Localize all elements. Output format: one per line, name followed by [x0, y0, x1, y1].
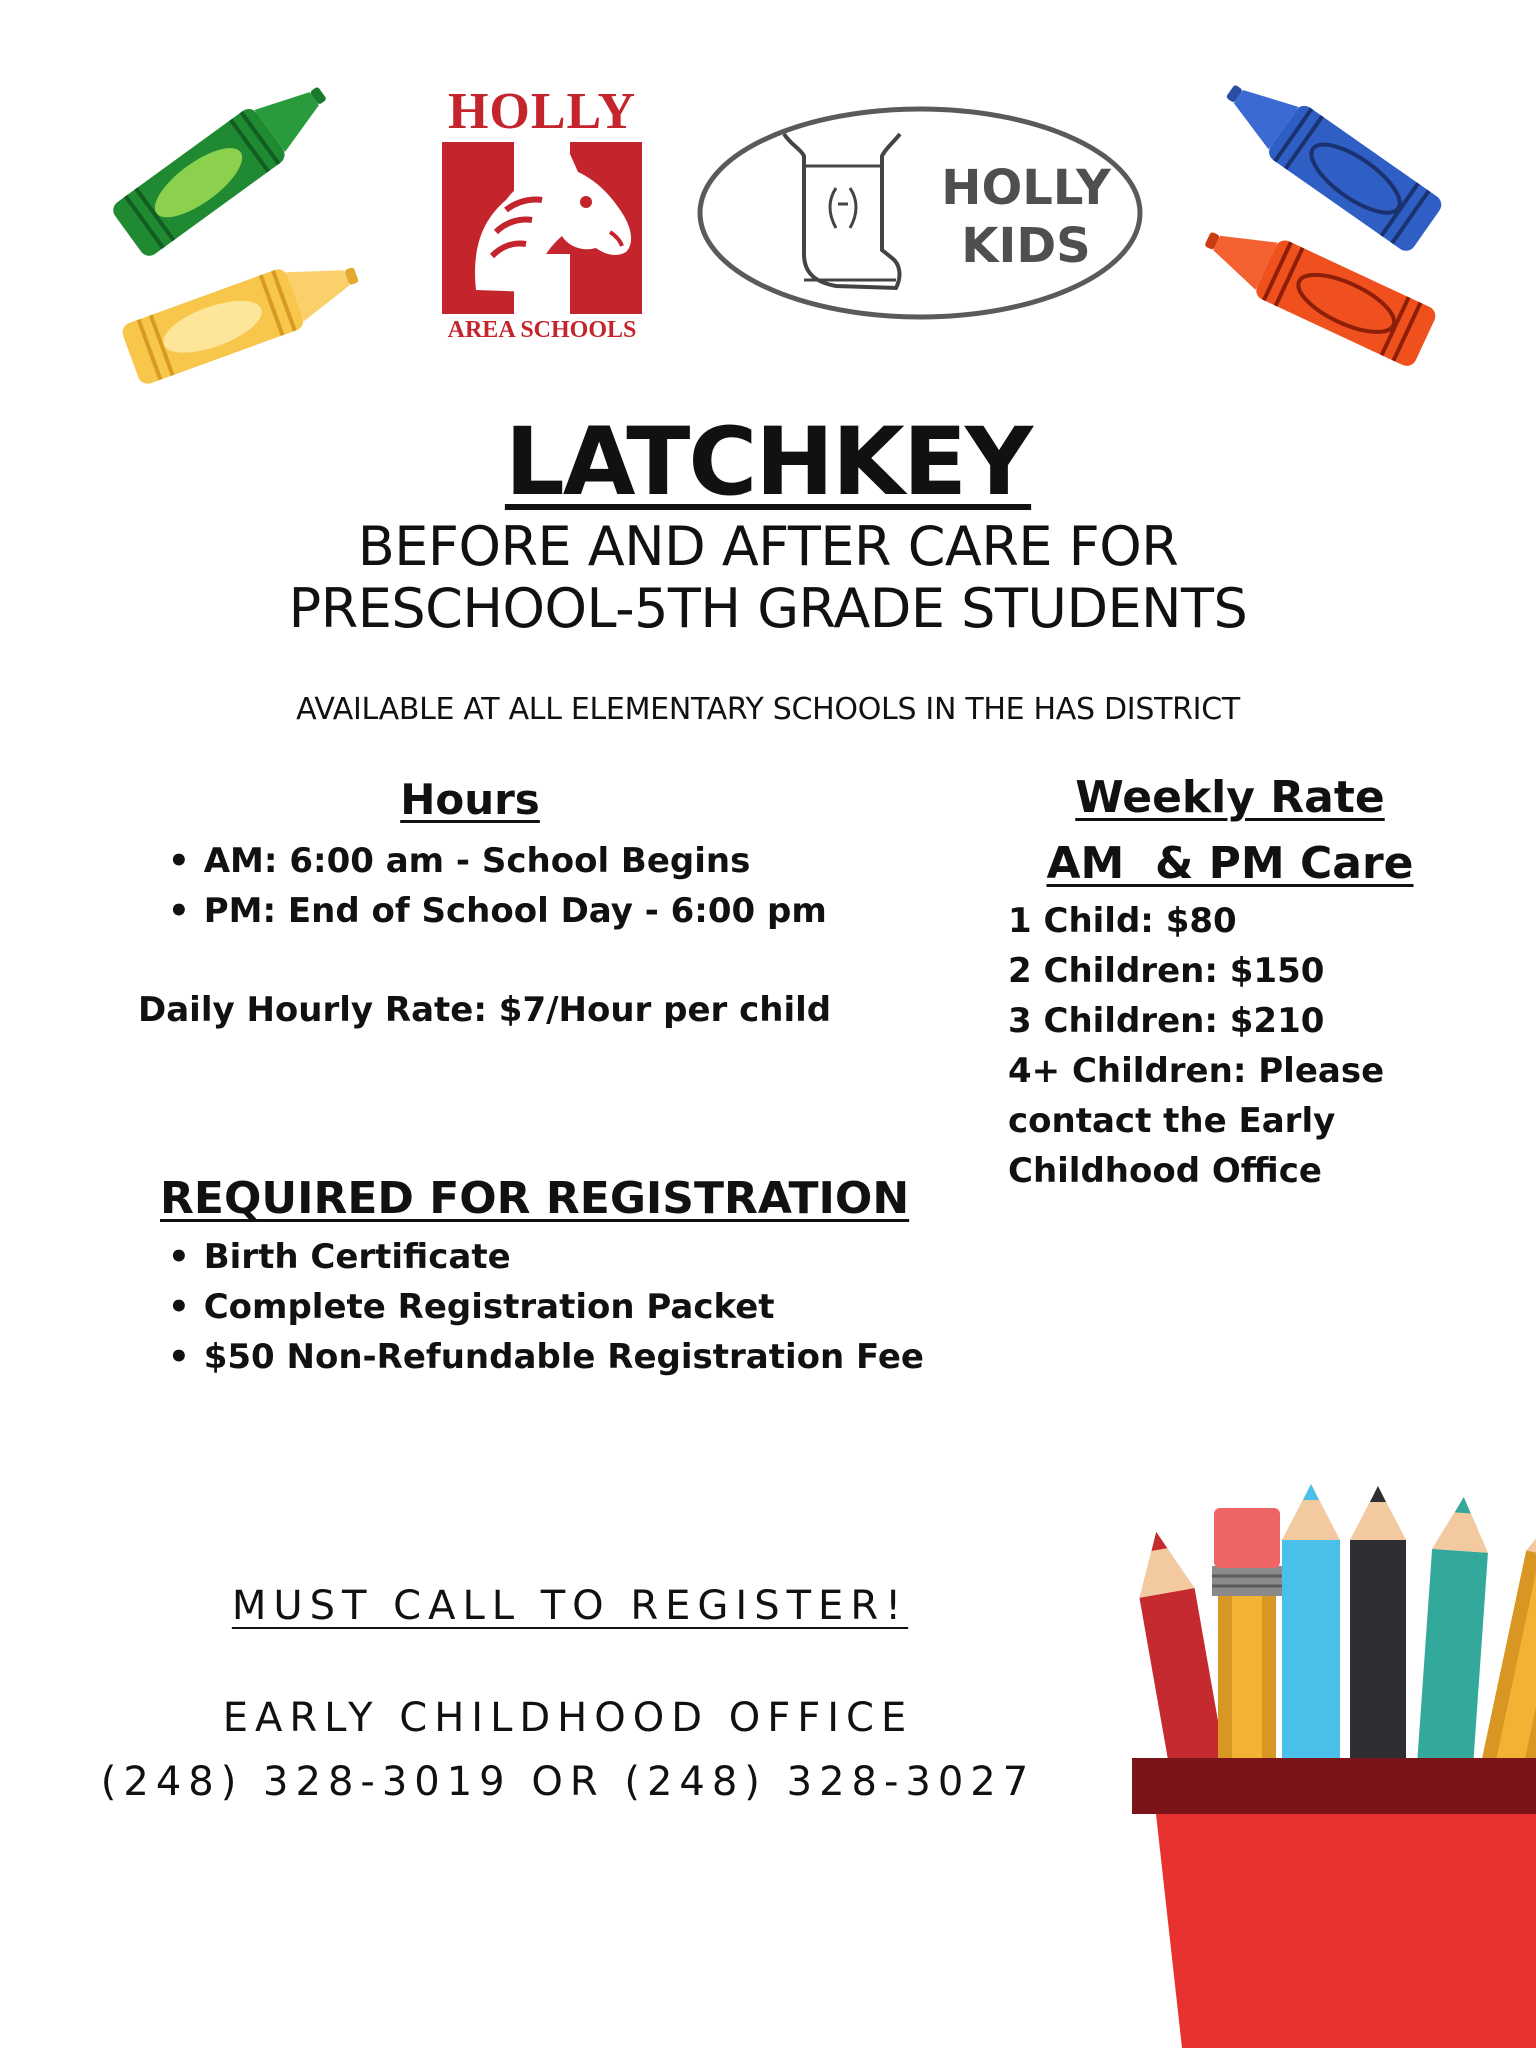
- rate-line: 1 Child: $80: [1008, 901, 1237, 941]
- office-name: EARLY CHILDHOOD OFFICE: [222, 1695, 914, 1741]
- rate-line: contact the Early: [1008, 1101, 1336, 1141]
- yellow-crayon-icon: [70, 226, 370, 426]
- rate-line: 2 Children: $150: [1008, 951, 1325, 991]
- hours-heading: Hours: [400, 775, 540, 824]
- subtitle-line-2: PRESCHOOL-5TH GRADE STUDENTS: [288, 577, 1248, 640]
- rate-line: Childhood Office: [1008, 1151, 1322, 1191]
- hours-item-am: • AM: 6:00 am - School Begins: [168, 836, 827, 886]
- logo-holly-kids-line1: HOLLY: [941, 160, 1111, 216]
- call-to-register-text: MUST CALL TO REGISTER!: [231, 1583, 909, 1629]
- weekly-rate-subheading: AM & PM Care: [1046, 838, 1414, 889]
- weekly-rate-heading: Weekly Rate: [1075, 772, 1385, 823]
- hours-list: [168, 836, 827, 936]
- daily-hourly-rate: Daily Hourly Rate: $7/Hour per child: [138, 990, 832, 1030]
- registration-list: [168, 1232, 924, 1382]
- orange-crayon-icon: [1196, 200, 1482, 400]
- logo-holly-kids-line2: KIDS: [961, 218, 1091, 274]
- subtitle-line-1: BEFORE AND AFTER CARE FOR: [357, 515, 1179, 578]
- horse-mascot-icon: [436, 140, 648, 316]
- availability-note: AVAILABLE AT ALL ELEMENTARY SCHOOLS IN THE HAS DISTRICT: [296, 692, 1240, 727]
- registration-item: • $50 Non-Refundable Registration Fee: [168, 1332, 924, 1382]
- pencil-cup-icon: [1120, 1480, 1536, 2048]
- subtitle: [0, 516, 1536, 640]
- call-to-register: [0, 1578, 1140, 1634]
- holly-kids-logo: [696, 104, 1144, 322]
- page-title-block: [0, 408, 1536, 518]
- office-phone-numbers: (248) 328-3019 OR (248) 328-3027: [100, 1759, 1036, 1805]
- rate-line: 4+ Children: Please: [1008, 1051, 1385, 1091]
- logo-area-schools: AREA SCHOOLS: [447, 317, 637, 343]
- logo-holly-word: HOLLY: [447, 83, 637, 140]
- registration-heading: REQUIRED FOR REGISTRATION: [160, 1173, 910, 1224]
- page-title: LATCHKEY: [504, 408, 1032, 517]
- registration-item: • Birth Certificate: [168, 1232, 924, 1282]
- holly-area-schools-logo: [436, 84, 648, 346]
- rate-line: 3 Children: $210: [1008, 1001, 1325, 1041]
- registration-item: • Complete Registration Packet: [168, 1282, 924, 1332]
- weekly-rates-list: [1008, 896, 1384, 1196]
- hours-item-pm: • PM: End of School Day - 6:00 pm: [168, 886, 827, 936]
